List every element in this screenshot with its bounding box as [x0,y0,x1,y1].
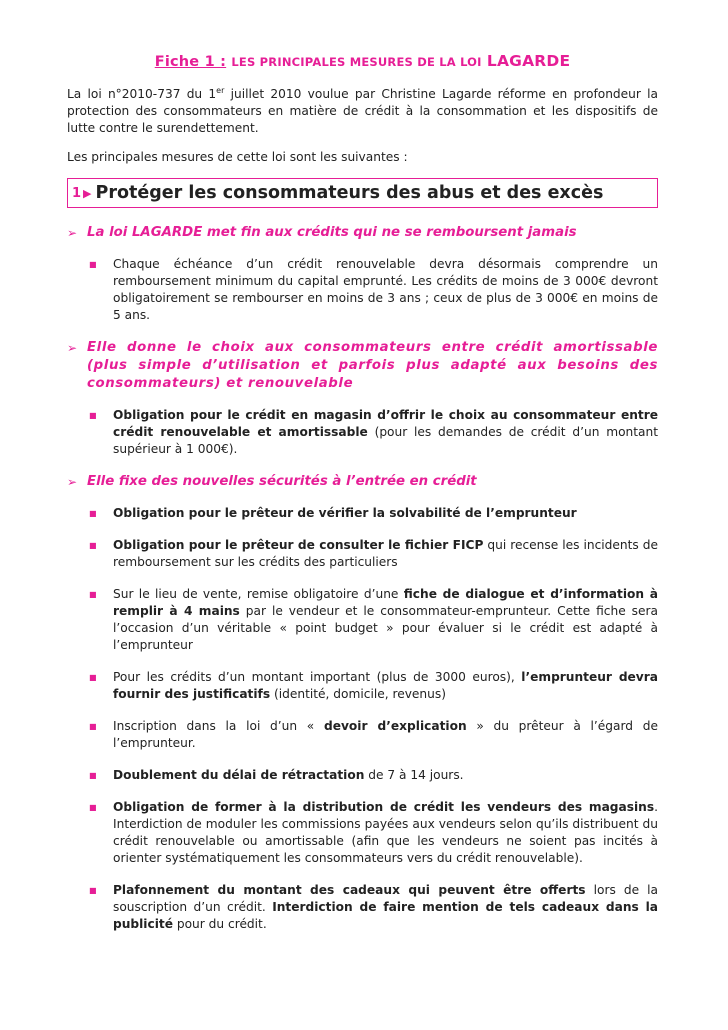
list-item-rest: . Interdiction de moduler les commissions payées aux vendeurs selon qu’ils distribuent du crédit renouvelable ou amortissable (afin que les vendeurs ne soient pas incités à orienter systématiquement les consommateurs vers du crédit renouvelable). [113,800,658,865]
list-item-bold: Plafonnement du montant des cadeaux qui peuvent être offerts [113,883,586,897]
right-arrowhead-icon: ➢ [67,341,78,355]
list-item-b: par le vendeur et le consommateur-emprunteur. Cette fiche sera l’occasion d’un véritable « point budget » pour évaluer si le crédit est adapté à l’emprunteur [113,604,659,652]
list-item-b: pour du crédit. [172,917,267,931]
intro-sup: er [216,85,225,95]
square-bullet-icon: ■ [89,886,97,895]
list-item-text [113,882,658,933]
list-item [67,256,658,324]
list-item-bold-2: Interdiction de faire mention de tels cadeaux dans la publicité [113,900,658,931]
subheading-2-text: Elle donne le choix aux consommateurs entre crédit amortissable (plus simple d’utilisation et parfois plus adapté aux besoins des consommateurs) et renouvelable [87,340,658,391]
list-item-bold: fiche de dialogue et d’information à remplir à 4 mains [113,587,658,618]
list-item-bold: Obligation pour le prêteur de vérifier la solvabilité de l’emprunteur [113,506,577,520]
square-bullet-icon: ■ [89,673,97,682]
document-page [67,52,658,948]
list-item-text [113,767,658,784]
section-heading-box [67,178,658,208]
list-item [67,505,658,522]
right-triangle-icon: ▶ [83,186,92,200]
lead-paragraph: Les principales mesures de cette loi sont les suivantes : [67,150,408,164]
list-item-text [113,669,658,703]
list-item [67,718,658,752]
list-item [67,537,658,571]
list-item [67,586,658,654]
page-title [67,52,658,70]
list-item-text [113,537,658,571]
list-item-bold: devoir d’explication [323,719,467,733]
subheading-1 [67,224,658,242]
title-part2: LES PRINCIPALES MESURES DE LA LOI [231,55,482,69]
list-item [67,799,658,867]
section-number: 1 [72,185,82,201]
square-bullet-icon: ■ [89,722,97,731]
subheading-1-text: La loi LAGARDE met fin aux crédits qui ne se remboursent jamais [87,225,577,240]
square-bullet-icon: ■ [89,260,97,269]
section-title: Protéger les consommateurs des abus et des excès [95,183,604,203]
square-bullet-icon: ■ [89,803,97,812]
list-item-a: Pour les crédits d’un montant important (plus de 3000 euros), [113,670,522,684]
list-item-b: (identité, domicile, revenus) [270,687,446,701]
square-bullet-icon: ■ [89,541,97,550]
list-item-text [113,799,658,867]
list-item-bold: Obligation de former à la distribution de crédit les vendeurs des magasins [113,800,655,814]
list-item-bold: l’emprunteur devra fournir des justificatifs [113,670,658,701]
subheading-2 [67,339,658,393]
list-item-a: Sur le lieu de vente, remise obligatoire d’une [113,587,404,601]
list-item-text [113,407,658,458]
list-item [67,669,658,703]
square-bullet-icon: ■ [89,411,97,420]
subheading-3 [67,473,658,491]
list-item-text [113,505,658,522]
right-arrowhead-icon: ➢ [67,226,78,240]
square-bullet-icon: ■ [89,590,97,599]
list-item-text: Chaque échéance d’un crédit renouvelable devra désormais comprendre un remboursement minimum du capital emprunté. Les crédits de moins de 3 000€ devront obligatoirement se rembourser en moins de 3 ans ; ceux de plus de 3 000€ en moins de 5 ans. [113,257,658,322]
list-item-bold: Obligation pour le crédit en magasin d’offrir le choix au consommateur entre crédit renouvelable et amortissable [113,408,658,439]
list-item-text [113,718,658,752]
intro-paragraph [67,86,658,137]
list-item [67,767,658,784]
intro-text-b: juillet 2010 voulue par Christine Lagarde réforme en profondeur la protection des consommateurs en matière de crédit à la consommation et les dispositifs de lutte contre le surendettement. [67,87,658,135]
list-item-rest: de 7 à 14 jours. [364,768,464,782]
title-part3: LAGARDE [486,52,571,70]
square-bullet-icon: ■ [89,771,97,780]
list-item-rest: (pour les demandes de crédit d’un montant supérieur à 1 000€). [113,425,659,456]
list-item-rest: qui recense les incidents de remboursement sur les crédits des particuliers [113,538,658,569]
list-item-a: lors de la souscription d’un crédit. [113,883,658,914]
title-part1: Fiche 1 : [154,54,227,70]
list-item-a: Inscription dans la loi d’un « [113,719,324,733]
list-item [67,882,658,933]
right-arrowhead-icon: ➢ [67,475,78,489]
square-bullet-icon: ■ [89,509,97,518]
list-item-bold: Obligation pour le prêteur de consulter le fichier FICP [113,538,484,552]
list-item-text [113,586,658,654]
list-item [67,407,658,458]
list-item-b: » du prêteur à l’égard de l’emprunteur. [113,719,658,750]
intro-text-a: La loi n°2010-737 du 1 [67,87,217,101]
subheading-3-text: Elle fixe des nouvelles sécurités à l’entrée en crédit [87,474,477,489]
list-item-bold: Doublement du délai de rétractation [113,768,365,782]
